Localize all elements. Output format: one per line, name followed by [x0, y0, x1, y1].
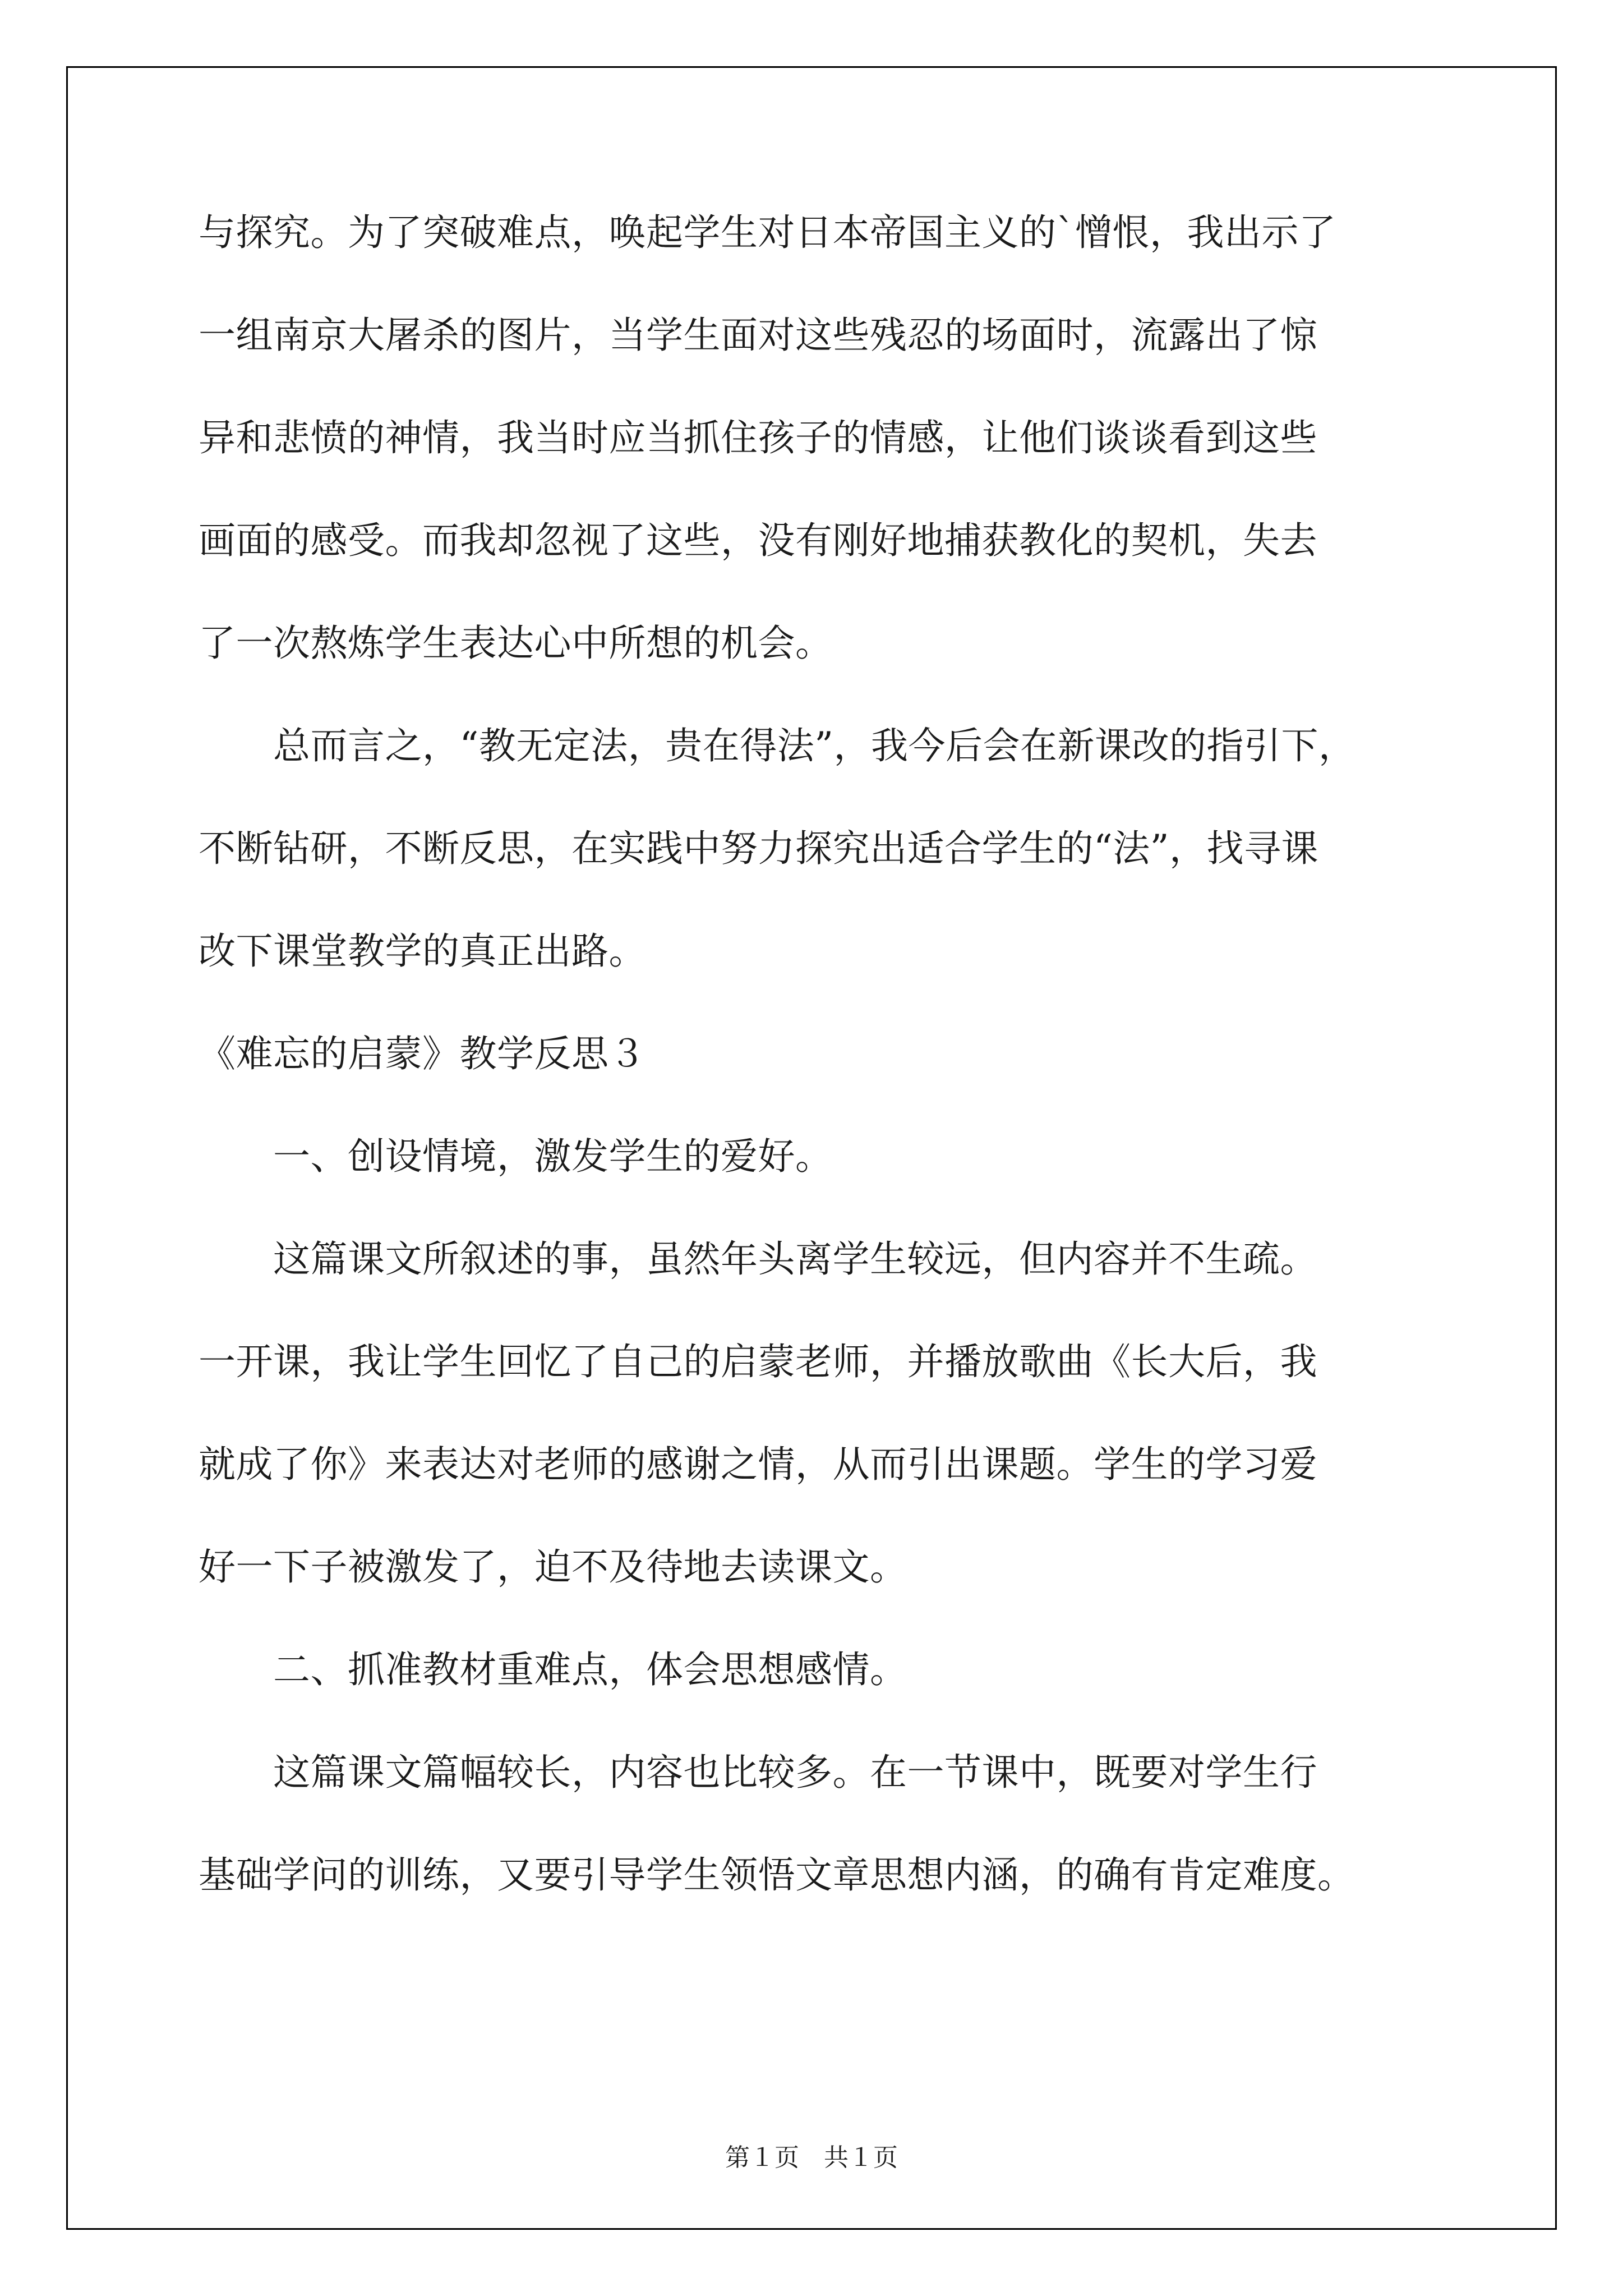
paragraph-line: 画面的感受。而我却忽视了这些，没有刚好地捕获教化的契机，失去: [199, 519, 1317, 562]
paragraph-line: 这篇课文篇幅较长，内容也比较多。在一节课中，既要对学生行: [199, 1751, 1317, 1794]
paragraph-line: 一开课，我让学生回忆了自己的启蒙老师，并播放歌曲《长大后，我: [199, 1340, 1317, 1383]
paragraph-line: 了一次熬炼学生表达心中所想的机会。: [199, 622, 833, 665]
paragraph-line: 与探究。为了突破难点，唤起学生对日本帝国主义的`憎恨，我出示了: [199, 211, 1336, 254]
page-footer: 第１页 共１页: [725, 2143, 898, 2172]
paragraph-line: 好一下子被激发了，迫不及待地去读课文。: [199, 1545, 907, 1589]
section-heading: 《难忘的启蒙》教学反思３: [199, 1032, 646, 1075]
subheading-line: 二、抓准教材重难点，体会思想感情。: [199, 1648, 907, 1691]
paragraph-line: 总而言之，“教无定法，贵在得法”，我今后会在新课改的指引下，: [199, 724, 1356, 767]
paragraph-line: 改下课堂教学的真正出路。: [199, 930, 646, 973]
paragraph-line: 一组南京大屠杀的图片，当学生面对这些残忍的场面时，流露出了惊: [199, 314, 1317, 357]
paragraph-line: 这篇课文所叙述的事，虽然年头离学生较远，但内容并不生疏。: [199, 1237, 1317, 1281]
paragraph-line: 基础学问的训练，又要引导学生领悟文章思想内涵，的确有肯定难度。: [199, 1853, 1355, 1897]
paragraph-line: 异和悲愤的神情，我当时应当抓住孩子的情感，让他们谈谈看到这些: [199, 416, 1317, 459]
subheading-line: 一、创设情境，激发学生的爱好。: [199, 1135, 833, 1178]
paragraph-line: 不断钻研，不断反思，在实践中努力探究出适合学生的“法”，找寻课: [199, 827, 1318, 870]
paragraph-line: 就成了你》来表达对老师的感谢之情，从而引出课题。学生的学习爱: [199, 1443, 1317, 1486]
